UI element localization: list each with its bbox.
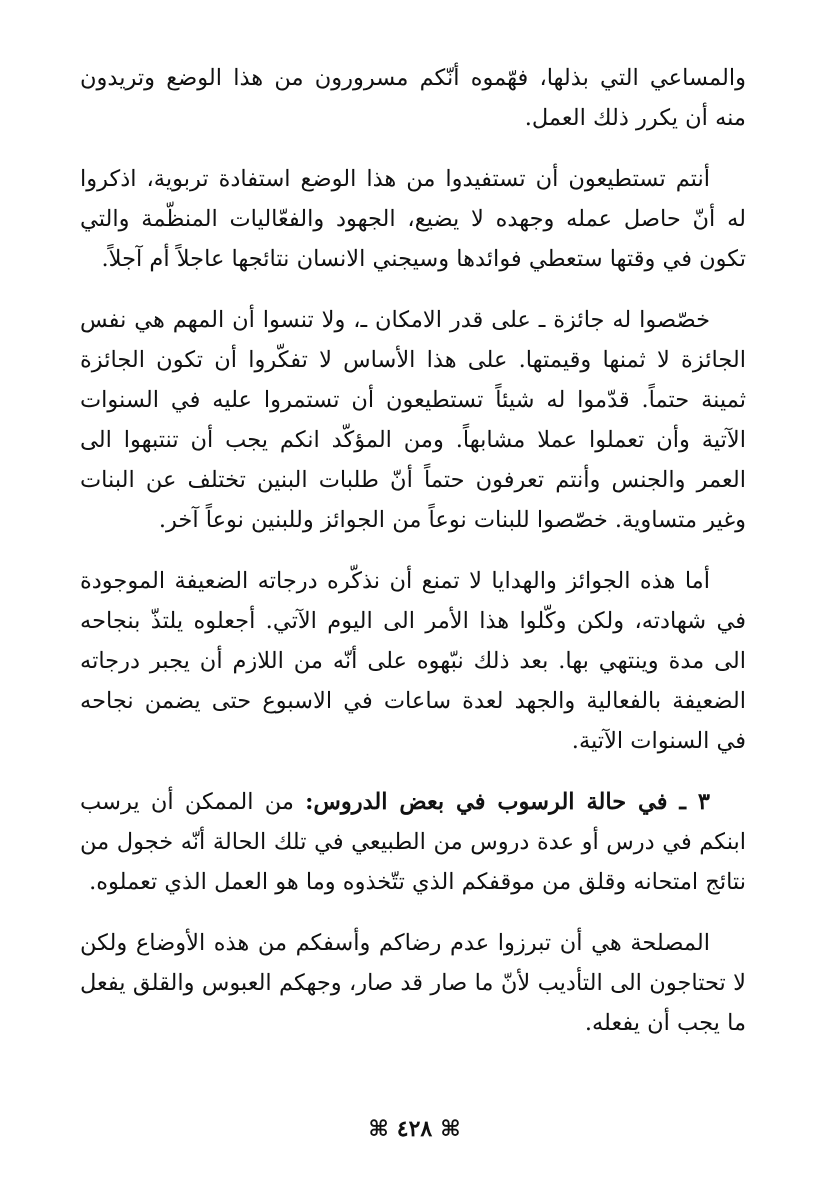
paragraph-6-text: المصلحة هي أن تبرزوا عدم رضاكم وأسفكم من هذه الأوضاع ولكن لا تحتاجون الى التأديب لأنّ ما صار قد صار، وجهكم العبوس والقلق يفعل ما يجب أن يفعله. [80,930,746,1036]
page-number: ٤٢٨ [396,1116,433,1142]
paragraph-6 [80,923,746,1043]
paragraph-3-text: خصّصوا له جائزة ـ على قدر الامكان ـ، ولا تنسوا أن المهم هي نفس الجائزة لا ثمنها وقيمتها. على هذا الأساس لا تفكّروا أن تكون الجائزة ثمينة حتماً. قدّموا له شيئاً تستطيعون أن تستمروا عليه في السنوات الآتية وأن تعملوا عملا مشابهاً. ومن المؤكّد انكم يجب أن تنتبهوا الى العمر والجنس وأنتم تعرفون حتماً أنّ طلبات البنين تختلف عن البنات وغير متساوية. خصّصوا للبنات نوعاً من الجوائز وللبنين نوعاً آخر. [80,307,746,533]
paragraph-4 [80,561,746,761]
ornament-icon: ⌘ [440,1116,461,1142]
paragraph-1 [80,58,746,138]
ornament-icon: ⌘ [368,1116,389,1142]
paragraph-3 [80,300,746,540]
paragraph-5 [80,782,746,902]
section-heading: ٣ ـ في حالة الرسوب في بعض الدروس: [305,789,710,815]
paragraph-1-text: والمساعي التي بذلها، فهّموه أنّكم مسرورون من هذا الوضع وتريدون منه أن يكرر ذلك العمل. [80,65,746,131]
page-body [80,58,746,1064]
paragraph-2-text: أنتم تستطيعون أن تستفيدوا من هذا الوضع استفادة تربوية، اذكروا له أنّ حاصل عمله وجهده لا يضيع، الجهود والفعّاليات المنظّمة والتي تكون في وقتها ستعطي فوائدها وسيجني الانسان نتائجها عاجلاً أم آجلاً. [80,166,746,272]
page-footer [0,1116,829,1142]
paragraph-5-text: من الممكن أن يرسب ابنكم في درس أو عدة دروس من الطبيعي في تلك الحالة أنّه خجول من نتائج امتحانه وقلق من موقفكم الذي تتّخذوه وما هو العمل الذي تعملوه. [80,789,746,895]
paragraph-2 [80,159,746,279]
paragraph-4-text: أما هذه الجوائز والهدايا لا تمنع أن نذكّره درجاته الضعيفة الموجودة في شهادته، ولكن وكّلوا هذا الأمر الى اليوم الآتي. أجعلوه يلتذّ بنجاحه الى مدة وينتهي بها. بعد ذلك نبّهوه على أنّه من اللازم أن يجبر درجاته الضعيفة بالفعالية والجهد لعدة ساعات في الاسبوع حتى يضمن نجاحه في السنوات الآتية. [80,568,746,754]
